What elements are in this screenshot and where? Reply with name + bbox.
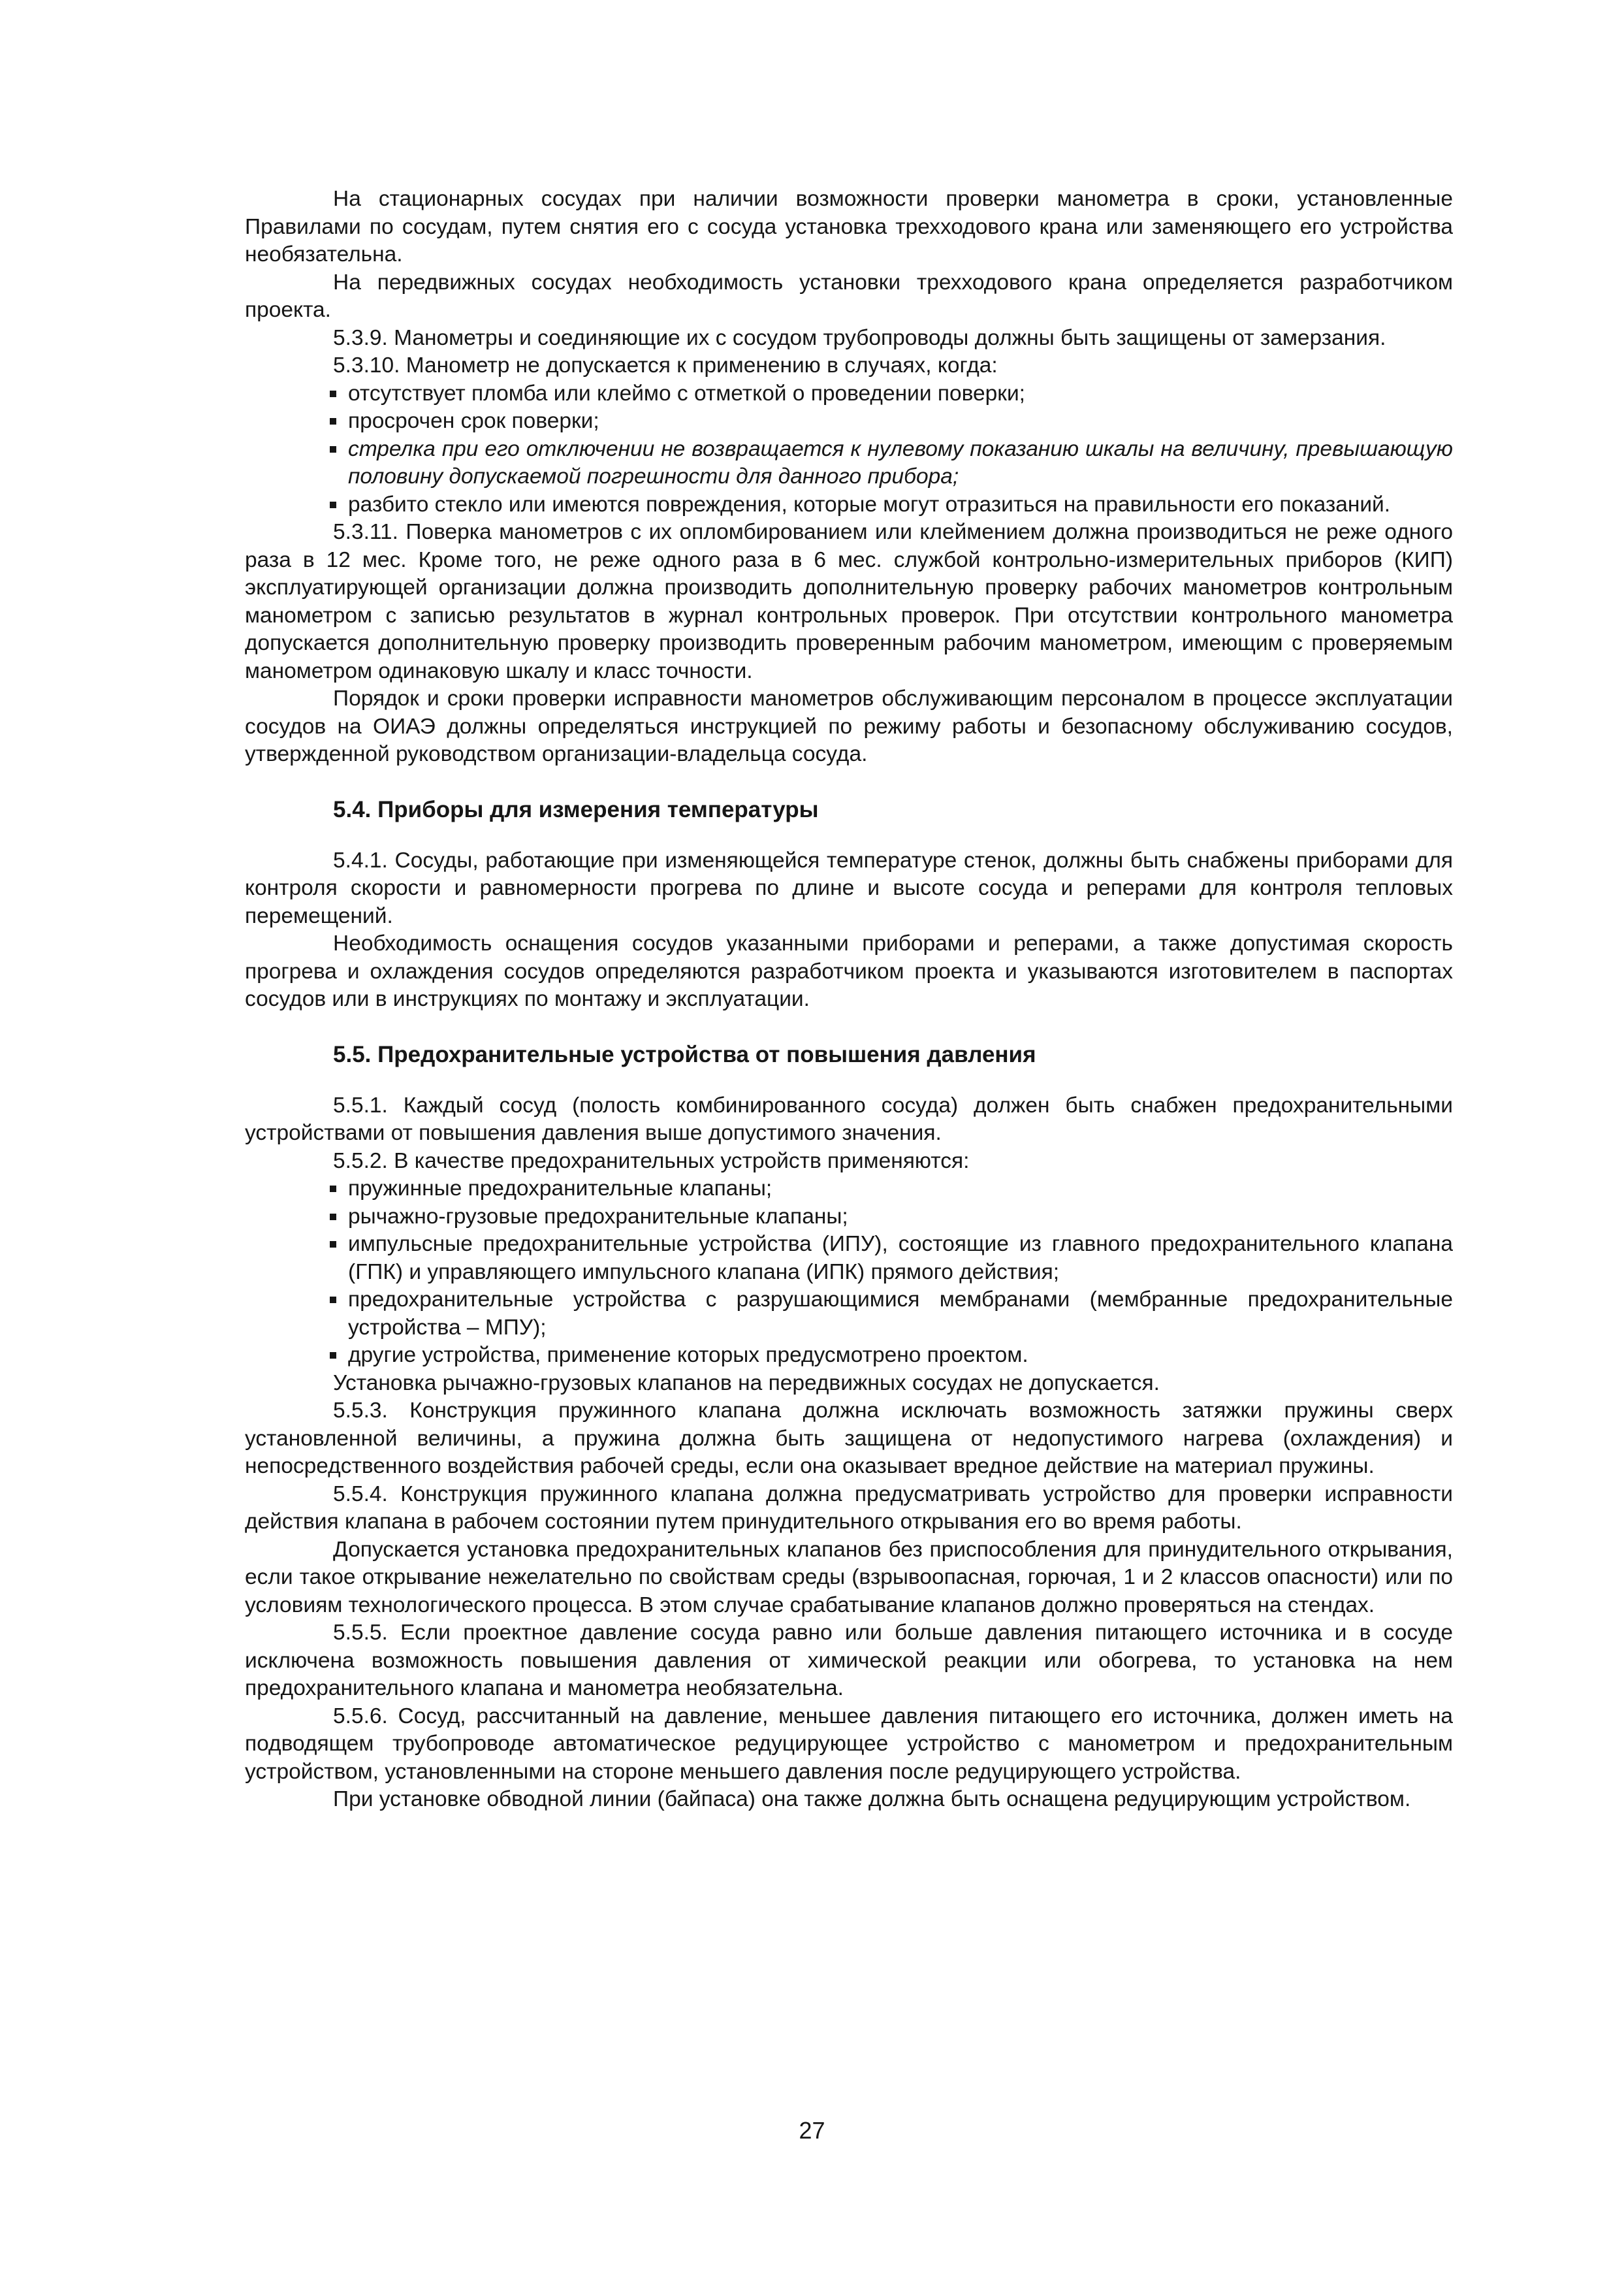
- paragraph: 5.5.2. В качестве предохранительных устройств применяются:: [333, 1148, 970, 1173]
- paragraph: Допускается установка предохранительных клапанов без приспособления для принудительного открывания, если такое открывание нежелательно по свойствам среды (взрывоопасная, горючая, 1 и 2 классов опасности) или по условиям технологического процесса. В этом случае срабатывание клапанов должно проверяться на стендах.: [245, 1537, 1453, 1617]
- bullet-icon: [330, 1297, 336, 1303]
- paragraph: 5.3.9. Манометры и соединяющие их с сосудом трубопроводы должны быть защищены от замерзания.: [333, 325, 1386, 350]
- list-item: стрелка при его отключении не возвращается к нулевому показанию шкалы на величину, превышающую половину допускаемой погрешности для данного прибора;: [245, 436, 1453, 491]
- section-heading: 5.5. Предохранительные устройства от повышения давления: [333, 1041, 1036, 1067]
- list-item: разбито стекло или имеются повреждения, которые могут отразиться на правильности его показаний.: [245, 491, 1453, 519]
- bullet-icon: [330, 391, 336, 397]
- paragraph: 5.3.11. Поверка манометров с их опломбированием или клеймением должна производиться не реже одного раза в 12 мес. Кроме того, не реже одного раза в 6 мес. службой контрольно-измерительных приборов (КИП) эксплуатирующей организации должна производить дополнительную проверку рабочих манометров контрольным манометром с записью результатов в журнал контрольных проверок. При отсутствии контрольного манометра допускается дополнительную проверку производить проверенным рабочим манометром, имеющим с проверяемым манометром одинаковую шкалу и класс точности.: [245, 520, 1453, 683]
- paragraph: На стационарных сосудах при наличии возможности проверки манометра в сроки, установленные Правилами по сосудам, путем снятия его с сосуда установка трехходового крана или заменяющего его устройства необязательна.: [245, 187, 1453, 267]
- paragraph: 5.4.1. Сосуды, работающие при изменяющейся температуре стенок, должны быть снабжены приборами для контроля скорости и равномерности прогрева по длине и высоте сосуда и реперами для контроля тепловых перемещений.: [245, 848, 1453, 928]
- list-item: другие устройства, применение которых предусмотрено проектом.: [245, 1342, 1453, 1370]
- bullet-list: [245, 1175, 1453, 1370]
- paragraph: Необходимость оснащения сосудов указанными приборами и реперами, а также допустимая скорость прогрева и охлаждения сосудов определяются разработчиком проекта и указываются изготовителем в паспортах сосудов или в инструкциях по монтажу и эксплуатации.: [245, 931, 1453, 1011]
- paragraph: При установке обводной линии (байпаса) она также должна быть оснащена редуцирующим устройством.: [333, 1787, 1411, 1811]
- list-item: просрочен срок поверки;: [245, 408, 1453, 436]
- bullet-icon: [330, 1241, 336, 1248]
- paragraph: Порядок и сроки проверки исправности манометров обслуживающим персоналом в процессе эксплуатации сосудов на ОИАЭ должны определяться инструкцией по режиму работы и безопасному обслуживанию сосудов, утвержденной руководством организации-владельца сосуда.: [245, 687, 1453, 766]
- bullet-icon: [330, 502, 336, 508]
- page-number: 27: [799, 2117, 825, 2144]
- section-heading: 5.4. Приборы для измерения температуры: [333, 796, 819, 822]
- bullet-icon: [330, 1352, 336, 1359]
- bullet-icon: [330, 418, 336, 425]
- bullet-icon: [330, 1186, 336, 1192]
- page-body: [245, 186, 1453, 1814]
- paragraph: На передвижных сосудах необходимость установки трехходового крана определяется разработчиком проекта.: [245, 270, 1453, 322]
- bullet-icon: [330, 446, 336, 453]
- list-item: импульсные предохранительные устройства (ИПУ), состоящие из главного предохранительного клапана (ГПК) и управляющего импульсного клапана (ИПК) прямого действия;: [245, 1231, 1453, 1286]
- list-item: отсутствует пломба или клеймо с отметкой о проведении поверки;: [245, 380, 1453, 408]
- paragraph: 5.5.4. Конструкция пружинного клапана должна предусматривать устройство для проверки исправности действия клапана в рабочем состоянии путем принудительного открывания его во время работы.: [245, 1481, 1453, 1534]
- paragraph: 5.5.5. Если проектное давление сосуда равно или больше давления питающего источника и в сосуде исключена возможность повышения давления от химической реакции или обогрева, то установка на нем предохранительного клапана и манометра необязательна.: [245, 1621, 1453, 1700]
- bullet-list: [245, 380, 1453, 519]
- bullet-icon: [330, 1214, 336, 1220]
- paragraph: Установка рычажно-грузовых клапанов на передвижных сосудах не допускается.: [333, 1370, 1160, 1395]
- list-item: предохранительные устройства с разрушающимися мембранами (мембранные предохранительные устройства – МПУ);: [245, 1286, 1453, 1342]
- list-item: рычажно-грузовые предохранительные клапаны;: [245, 1203, 1453, 1231]
- paragraph: 5.5.6. Сосуд, рассчитанный на давление, меньшее давления питающего его источника, должен иметь на подводящем трубопроводе автоматическое редуцирующее устройство с манометром и предохранительным устройством, установленными на стороне меньшего давления после редуцирующего устройства.: [245, 1704, 1453, 1784]
- paragraph: 5.3.10. Манометр не допускается к применению в случаях, когда:: [333, 353, 998, 378]
- list-item: пружинные предохранительные клапаны;: [245, 1175, 1453, 1203]
- paragraph: 5.5.3. Конструкция пружинного клапана должна исключать возможность затяжки пружины сверх установленной величины, а пружина должна быть защищена от недопустимого нагрева (охлаждения) и непосредственного воздействия рабочей среды, если она оказывает вредное действие на материал пружины.: [245, 1398, 1453, 1478]
- paragraph: 5.5.1. Каждый сосуд (полость комбинированного сосуда) должен быть снабжен предохранительными устройствами от повышения давления выше допустимого значения.: [245, 1093, 1453, 1145]
